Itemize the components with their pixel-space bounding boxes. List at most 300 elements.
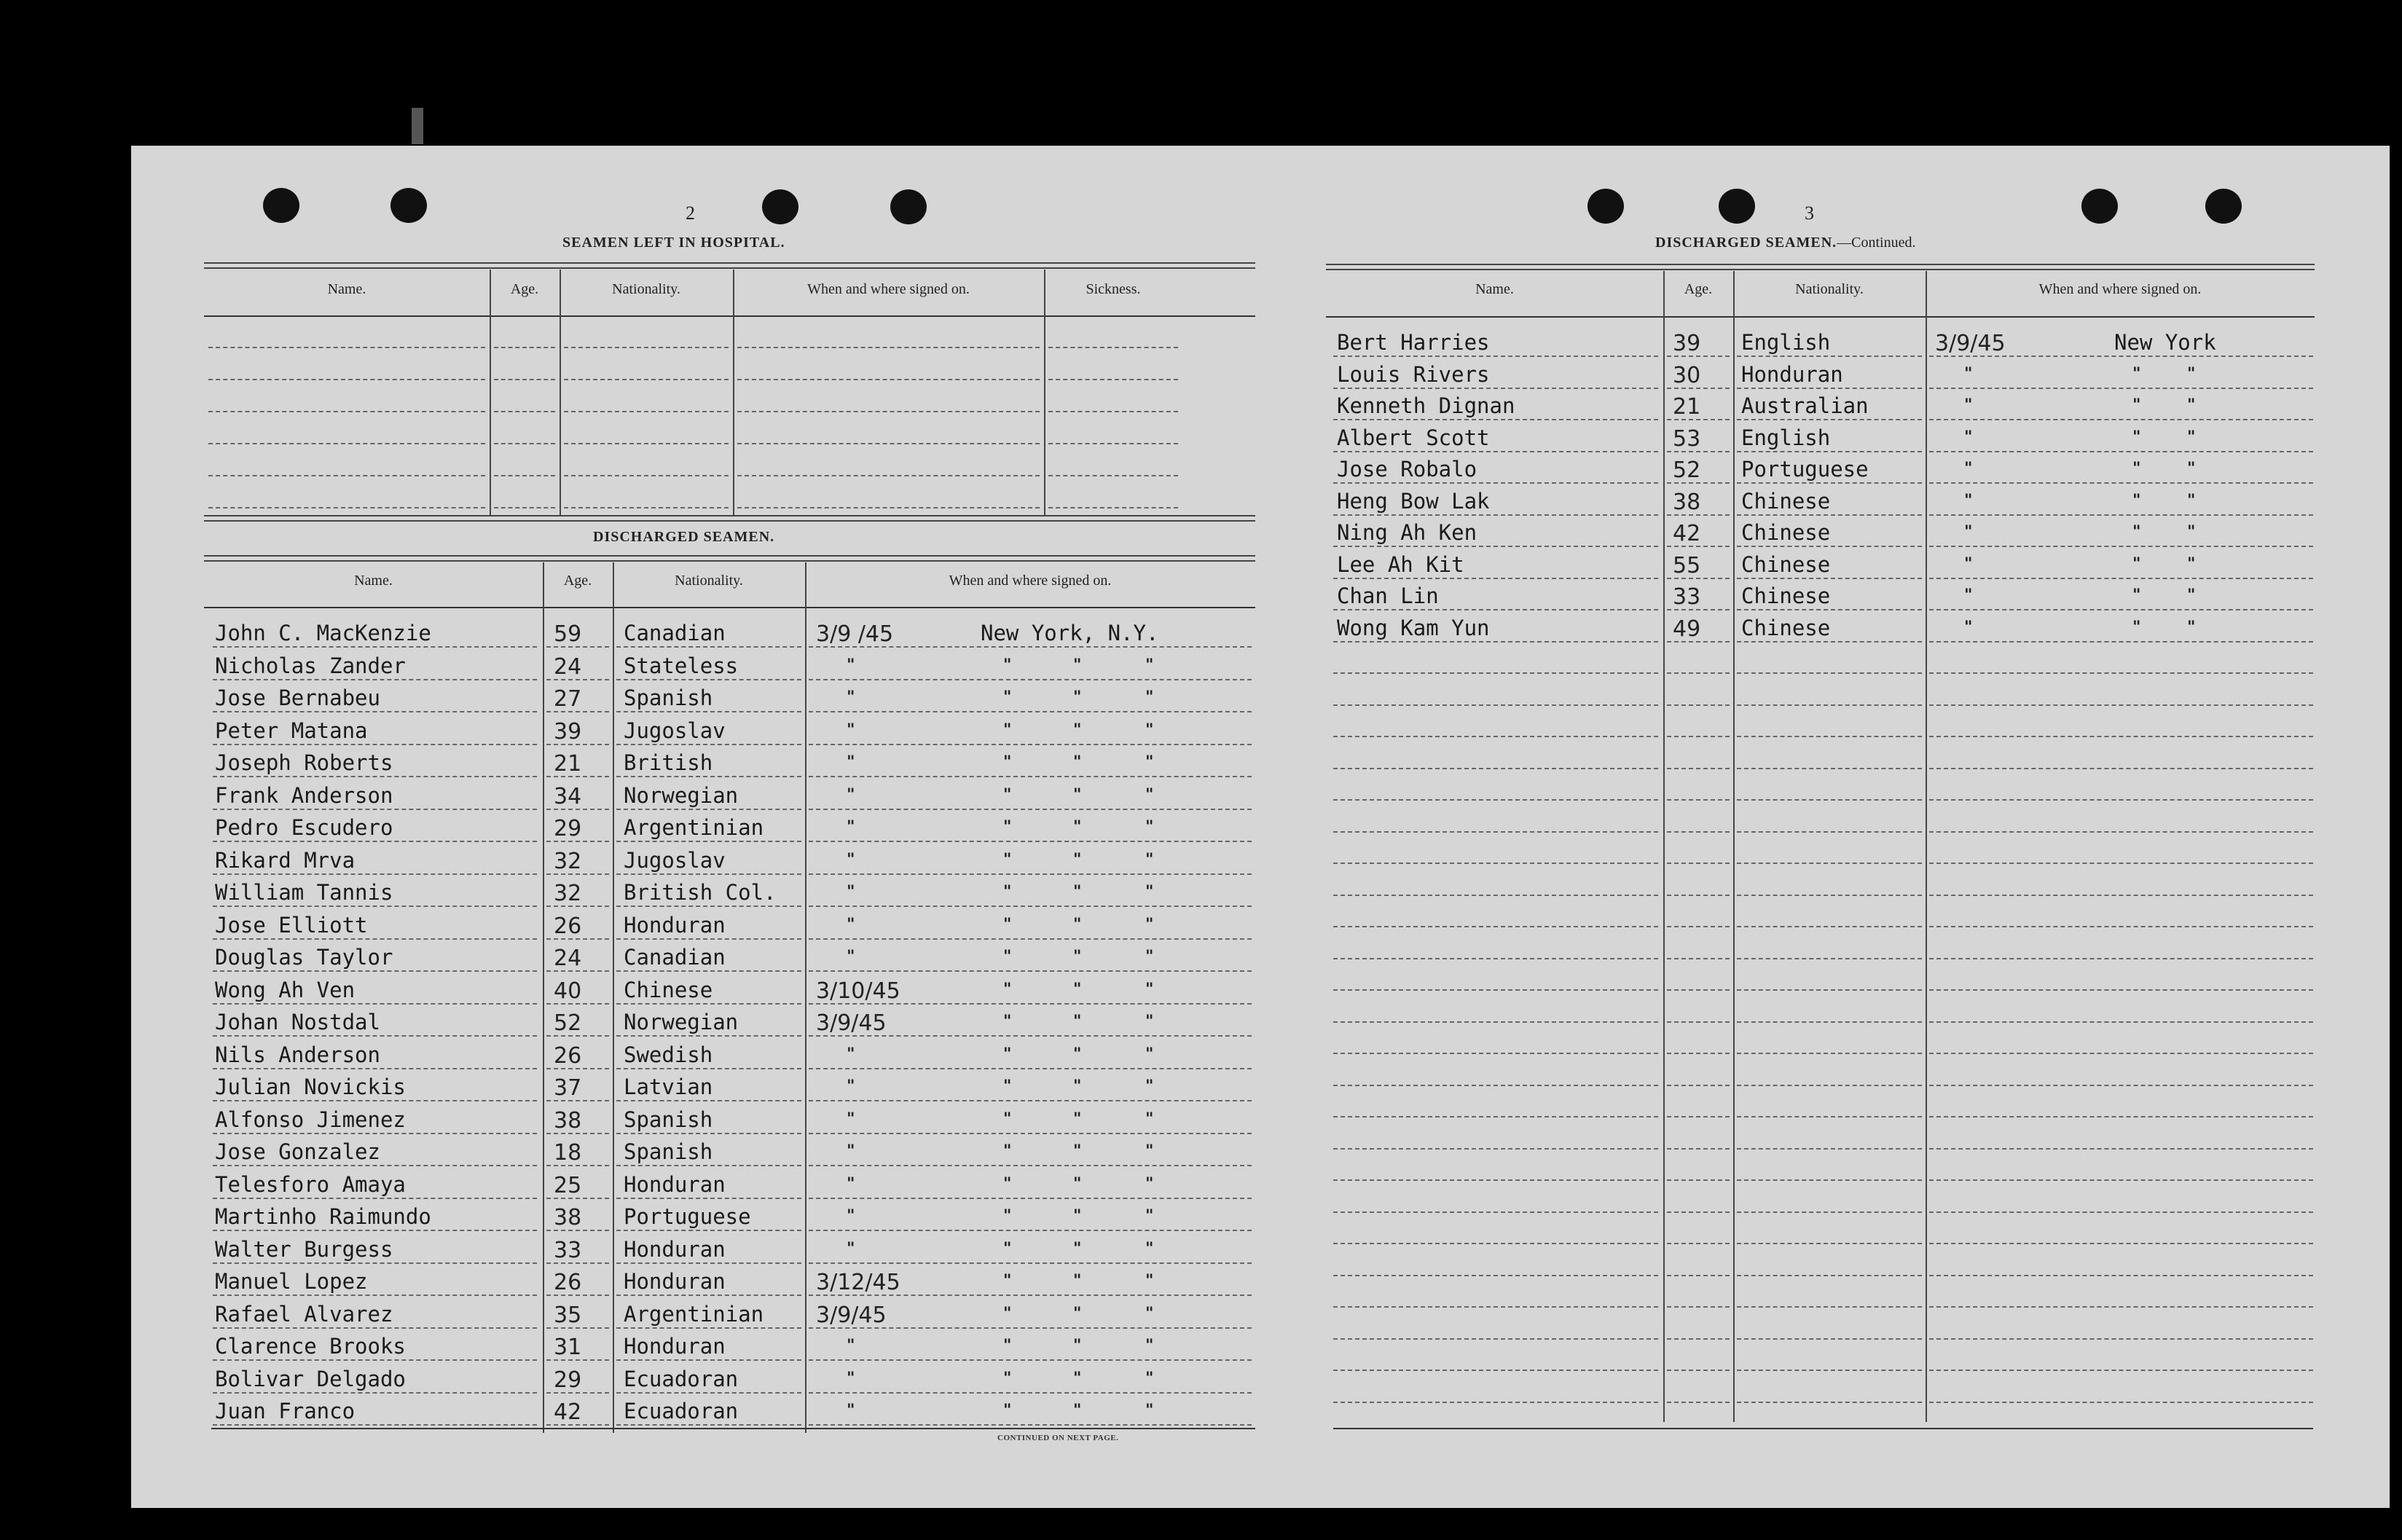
dotted-line bbox=[546, 1165, 609, 1166]
dotted-line bbox=[616, 970, 801, 972]
ditto-mark: " bbox=[847, 915, 855, 934]
ditto-mark: " bbox=[1073, 753, 1082, 771]
ditto-mark: " bbox=[1003, 1272, 1012, 1290]
dotted-line bbox=[494, 475, 555, 476]
punch-hole bbox=[2081, 189, 2118, 224]
seaman-nationality: Latvian bbox=[624, 1075, 713, 1099]
ditto-mark: " bbox=[847, 1369, 855, 1388]
dotted-line bbox=[809, 1392, 1252, 1394]
ditto-mark: " bbox=[2187, 618, 2196, 637]
ditto-mark: " bbox=[1073, 1013, 1082, 1031]
dotted-line bbox=[616, 1327, 801, 1329]
ditto-mark: " bbox=[1073, 1369, 1082, 1388]
seaman-age: 26 bbox=[554, 1270, 582, 1295]
dotted-line bbox=[546, 1003, 609, 1005]
seaman-age: 18 bbox=[554, 1140, 582, 1166]
dotted-line bbox=[616, 809, 801, 810]
dotted-line bbox=[1333, 672, 1658, 674]
seaman-age: 30 bbox=[1673, 362, 1701, 388]
dotted-line bbox=[1048, 443, 1178, 444]
seaman-name: Jose Gonzalez bbox=[215, 1139, 380, 1164]
dotted-line bbox=[564, 443, 729, 444]
seaman-nationality: Ecuadoran bbox=[624, 1399, 739, 1423]
dotted-line bbox=[1929, 958, 2313, 959]
discharged-continued-title bbox=[1655, 235, 1916, 251]
dotted-line bbox=[809, 646, 1252, 648]
ditto-mark: " bbox=[847, 1077, 855, 1096]
dotted-line bbox=[208, 411, 485, 412]
seaman-age: 25 bbox=[554, 1172, 582, 1198]
ditto-mark: " bbox=[2132, 460, 2141, 478]
seaman-nationality: Honduran bbox=[624, 1269, 726, 1294]
dotted-line bbox=[616, 1035, 801, 1037]
ditto-mark: " bbox=[847, 818, 855, 836]
ditto-mark: " bbox=[1145, 850, 1154, 869]
dotted-line bbox=[1737, 1370, 1922, 1371]
dotted-line bbox=[1667, 736, 1730, 737]
col-rule bbox=[1733, 271, 1735, 1422]
dotted-line bbox=[1737, 895, 1922, 896]
dotted-line bbox=[1737, 451, 1922, 452]
seaman-age: 26 bbox=[554, 1042, 582, 1069]
dotted-line bbox=[1929, 895, 2313, 896]
dotted-line bbox=[1333, 1148, 1658, 1150]
ditto-mark: " bbox=[1145, 1174, 1154, 1193]
ditto-mark: " bbox=[847, 785, 855, 804]
seaman-nationality: Jugoslav bbox=[624, 718, 726, 743]
dotted-line bbox=[1929, 451, 2313, 452]
dotted-line bbox=[1737, 482, 1922, 484]
rule bbox=[204, 607, 1255, 608]
dotted-line bbox=[1667, 768, 1730, 769]
dotted-line bbox=[1333, 1116, 1658, 1117]
dotted-line bbox=[1929, 355, 2313, 357]
ditto-mark: " bbox=[847, 1207, 855, 1225]
dotted-line bbox=[1929, 863, 2313, 864]
ditto-mark: " bbox=[1145, 720, 1154, 739]
seaman-name: Johan Nostdal bbox=[215, 1010, 380, 1034]
ditto-mark: " bbox=[1145, 1369, 1154, 1388]
dotted-line bbox=[809, 1262, 1252, 1264]
ditto-mark: " bbox=[1003, 1402, 1012, 1420]
ditto-mark: " bbox=[847, 1142, 855, 1160]
seaman-name: Frank Anderson bbox=[215, 782, 393, 808]
dotted-line bbox=[546, 711, 609, 712]
dotted-line bbox=[1048, 379, 1178, 380]
ditto-mark: " bbox=[1145, 1045, 1154, 1064]
dotted-line bbox=[1929, 1085, 2313, 1086]
dotted-line bbox=[616, 873, 801, 875]
ditto-mark: " bbox=[1073, 656, 1082, 675]
dotted-line bbox=[1333, 831, 1658, 833]
ditto-mark: " bbox=[1964, 396, 1973, 415]
hospital-section-title: SEAMEN LEFT IN HOSPITAL. bbox=[562, 235, 785, 251]
dotted-line bbox=[1737, 1053, 1922, 1054]
ditto-mark: " bbox=[1145, 785, 1154, 804]
dotted-line bbox=[616, 1198, 801, 1199]
seaman-name: Joseph Roberts bbox=[215, 750, 393, 775]
dotted-line bbox=[1048, 347, 1178, 348]
dotted-line bbox=[1737, 355, 1922, 357]
dotted-line bbox=[546, 744, 609, 745]
dotted-line bbox=[1737, 1021, 1922, 1023]
ditto-mark: " bbox=[1145, 1304, 1154, 1323]
signed-on-date: 3/12/45 bbox=[816, 1270, 900, 1295]
seaman-nationality: Argentinian bbox=[624, 815, 764, 840]
ditto-mark: " bbox=[1964, 618, 1973, 637]
dotted-line bbox=[616, 1133, 801, 1134]
ditto-mark: " bbox=[1073, 1077, 1082, 1096]
col-header-name: Name. bbox=[1475, 281, 1514, 297]
ditto-mark: " bbox=[847, 1045, 855, 1064]
col-rule bbox=[613, 562, 614, 1433]
dotted-line bbox=[213, 679, 537, 680]
ditto-mark: " bbox=[1073, 818, 1082, 836]
dotted-line bbox=[1667, 1370, 1730, 1371]
seaman-nationality: British Col. bbox=[624, 880, 777, 905]
ditto-mark: " bbox=[1003, 753, 1012, 771]
dotted-line bbox=[809, 1003, 1252, 1005]
punch-hole bbox=[1587, 189, 1624, 224]
dotted-line bbox=[213, 1068, 537, 1069]
ditto-mark: " bbox=[1145, 883, 1154, 901]
seaman-nationality: Chinese bbox=[1741, 520, 1831, 545]
dotted-line bbox=[1737, 578, 1922, 579]
ditto-mark: " bbox=[1073, 785, 1082, 804]
dotted-line bbox=[809, 938, 1252, 940]
col-header-age: Age. bbox=[510, 281, 539, 297]
dotted-line bbox=[616, 1424, 801, 1426]
seaman-nationality: British bbox=[624, 750, 713, 775]
seaman-name: Nils Anderson bbox=[215, 1042, 380, 1067]
ditto-mark: " bbox=[1145, 688, 1154, 707]
dotted-line bbox=[213, 1133, 537, 1134]
dotted-line bbox=[1929, 926, 2313, 927]
dotted-line bbox=[616, 1230, 801, 1231]
dotted-line bbox=[208, 347, 485, 348]
dotted-line bbox=[1667, 1211, 1730, 1213]
dotted-line bbox=[616, 646, 801, 648]
dotted-line bbox=[1737, 1338, 1922, 1340]
dotted-line bbox=[1667, 1402, 1730, 1403]
ditto-mark: " bbox=[847, 1109, 855, 1128]
rule bbox=[1333, 1428, 2313, 1429]
seaman-nationality: Swedish bbox=[624, 1042, 713, 1067]
dotted-line bbox=[564, 507, 729, 508]
seaman-nationality: Spanish bbox=[624, 685, 713, 710]
col-header-nationality: Nationality. bbox=[1795, 281, 1864, 297]
col-header-age: Age. bbox=[563, 573, 592, 589]
dotted-line bbox=[546, 1230, 609, 1231]
dotted-line bbox=[1667, 704, 1730, 706]
dotted-line bbox=[1333, 768, 1658, 769]
dotted-line bbox=[1929, 1053, 2313, 1054]
ditto-mark: " bbox=[1003, 1077, 1012, 1096]
ditto-mark: " bbox=[1003, 818, 1012, 836]
seaman-name: Bert Harries bbox=[1337, 330, 1490, 355]
punch-hole bbox=[762, 189, 798, 224]
seaman-age: 34 bbox=[554, 783, 582, 809]
punch-hole bbox=[890, 189, 927, 224]
ditto-mark: " bbox=[1964, 554, 1973, 573]
dotted-line bbox=[1737, 672, 1922, 674]
ditto-mark: " bbox=[2187, 364, 2196, 383]
dotted-line bbox=[213, 1295, 537, 1296]
dotted-line bbox=[546, 1359, 609, 1361]
dotted-line bbox=[1333, 419, 1658, 420]
ditto-mark: " bbox=[2187, 523, 2196, 541]
section-title-suffix: —Continued. bbox=[1837, 235, 1916, 251]
dotted-line bbox=[1737, 1085, 1922, 1086]
dotted-line bbox=[1929, 641, 2313, 643]
dotted-line bbox=[1667, 1179, 1730, 1181]
dotted-line bbox=[213, 1198, 537, 1199]
dotted-line bbox=[1929, 736, 2313, 737]
col-rule bbox=[1663, 271, 1665, 1422]
dotted-line bbox=[1333, 514, 1658, 516]
ditto-mark: " bbox=[1145, 915, 1154, 934]
dotted-line bbox=[737, 347, 1040, 348]
seaman-nationality: Stateless bbox=[624, 653, 739, 678]
col-rule bbox=[560, 270, 561, 515]
seaman-age: 53 bbox=[1673, 425, 1701, 452]
ditto-mark: " bbox=[2187, 460, 2196, 478]
seaman-nationality: Chinese bbox=[1741, 488, 1831, 514]
dotted-line bbox=[1737, 1211, 1922, 1213]
seaman-name: Wong Ah Ven bbox=[215, 977, 356, 1002]
ditto-mark: " bbox=[2132, 396, 2141, 415]
seaman-age: 42 bbox=[554, 1399, 582, 1425]
ditto-mark: " bbox=[847, 1337, 855, 1355]
dotted-line bbox=[1667, 419, 1730, 420]
dotted-line bbox=[1667, 799, 1730, 801]
ditto-mark: " bbox=[847, 948, 855, 966]
ditto-mark: " bbox=[1073, 1045, 1082, 1064]
dotted-line bbox=[1667, 388, 1730, 389]
dotted-line bbox=[809, 1198, 1252, 1199]
dotted-line bbox=[1333, 863, 1658, 864]
dotted-line bbox=[809, 1230, 1252, 1231]
page-number-right: 3 bbox=[1805, 203, 1814, 224]
dotted-line bbox=[1737, 768, 1922, 769]
punch-hole bbox=[1719, 189, 1755, 224]
ditto-mark: " bbox=[2132, 586, 2141, 605]
dotted-line bbox=[616, 1392, 801, 1394]
ditto-mark: " bbox=[1003, 1045, 1012, 1064]
ditto-mark: " bbox=[1073, 850, 1082, 869]
ditto-mark: " bbox=[847, 688, 855, 707]
dotted-line bbox=[213, 873, 537, 875]
dotted-line bbox=[1667, 609, 1730, 610]
dotted-line bbox=[616, 711, 801, 712]
dotted-line bbox=[546, 809, 609, 810]
ditto-mark: " bbox=[847, 720, 855, 739]
dotted-line bbox=[1333, 736, 1658, 737]
ditto-mark: " bbox=[2187, 428, 2196, 447]
dotted-line bbox=[213, 1165, 537, 1166]
ditto-mark: " bbox=[2132, 523, 2141, 541]
seaman-nationality: Honduran bbox=[624, 912, 726, 938]
dotted-line bbox=[546, 1198, 609, 1199]
seaman-nationality: Honduran bbox=[624, 1236, 726, 1262]
dotted-line bbox=[546, 1424, 609, 1426]
dotted-line bbox=[1333, 1402, 1658, 1403]
dotted-line bbox=[1737, 609, 1922, 610]
ditto-mark: " bbox=[2187, 586, 2196, 605]
dotted-line bbox=[213, 1359, 537, 1361]
dotted-line bbox=[1737, 1275, 1922, 1276]
dotted-line bbox=[616, 1068, 801, 1069]
dotted-line bbox=[1929, 989, 2313, 991]
seaman-age: 38 bbox=[554, 1107, 582, 1134]
dotted-line bbox=[1667, 1338, 1730, 1340]
dotted-line bbox=[737, 379, 1040, 380]
ditto-mark: " bbox=[1073, 1337, 1082, 1355]
dotted-line bbox=[1929, 482, 2313, 484]
dotted-line bbox=[809, 1359, 1252, 1361]
dotted-line bbox=[1333, 799, 1658, 801]
dotted-line bbox=[546, 938, 609, 940]
dotted-line bbox=[809, 1424, 1252, 1426]
dotted-line bbox=[1333, 1211, 1658, 1213]
seaman-age: 29 bbox=[554, 816, 582, 841]
ledger-spread bbox=[131, 146, 2390, 1508]
dotted-line bbox=[1333, 1338, 1658, 1340]
seaman-age: 32 bbox=[554, 881, 582, 906]
dotted-line bbox=[1929, 1306, 2313, 1308]
dotted-line bbox=[737, 443, 1040, 444]
dotted-line bbox=[809, 1327, 1252, 1329]
dotted-line bbox=[1929, 1148, 2313, 1150]
seaman-nationality: Spanish bbox=[624, 1107, 713, 1132]
seaman-age: 59 bbox=[554, 621, 582, 647]
rule bbox=[211, 1428, 1255, 1429]
dotted-line bbox=[564, 475, 729, 476]
seaman-name: Jose Elliott bbox=[215, 912, 368, 938]
ditto-mark: " bbox=[1145, 1077, 1154, 1096]
dotted-line bbox=[1333, 388, 1658, 389]
signed-on-date: 3/10/45 bbox=[816, 978, 900, 1004]
continued-note: CONTINUED ON NEXT PAGE. bbox=[997, 1434, 1119, 1442]
seaman-nationality: Chinese bbox=[1741, 551, 1831, 577]
dotted-line bbox=[1737, 1148, 1922, 1150]
dotted-line bbox=[1737, 989, 1922, 991]
dotted-line bbox=[1929, 1211, 2313, 1213]
col-rule bbox=[543, 562, 544, 1433]
section-title-text: DISCHARGED SEAMEN. bbox=[1655, 235, 1837, 251]
dotted-line bbox=[737, 475, 1040, 476]
dotted-line bbox=[546, 1392, 609, 1394]
dotted-line bbox=[1667, 355, 1730, 357]
seaman-age: 55 bbox=[1673, 552, 1701, 578]
dotted-line bbox=[208, 379, 485, 380]
ditto-mark: " bbox=[1073, 688, 1082, 707]
dotted-line bbox=[1333, 1053, 1658, 1054]
seaman-age: 24 bbox=[554, 653, 582, 680]
dotted-line bbox=[546, 1068, 609, 1069]
seaman-nationality: Chinese bbox=[1741, 584, 1831, 608]
rule bbox=[204, 555, 1255, 562]
ditto-mark: " bbox=[1003, 688, 1012, 707]
punch-hole bbox=[390, 188, 427, 223]
dotted-line bbox=[616, 905, 801, 907]
seaman-age: 32 bbox=[554, 848, 582, 874]
dotted-line bbox=[1929, 1402, 2313, 1403]
dotted-line bbox=[1667, 482, 1730, 484]
dotted-line bbox=[809, 744, 1252, 745]
ditto-mark: " bbox=[1964, 364, 1973, 383]
dotted-line bbox=[494, 411, 555, 412]
dotted-line bbox=[1333, 451, 1658, 452]
seaman-name: Ning Ah Ken bbox=[1337, 520, 1477, 545]
dotted-line bbox=[1929, 1275, 2313, 1276]
seaman-name: Nicholas Zander bbox=[215, 653, 406, 678]
seaman-nationality: English bbox=[1741, 330, 1831, 355]
ditto-mark: " bbox=[847, 1239, 855, 1258]
dotted-line bbox=[616, 776, 801, 777]
ditto-mark: " bbox=[1145, 1272, 1154, 1290]
signed-on-date: 3/9/45 bbox=[1935, 331, 2006, 356]
rule bbox=[204, 315, 1255, 317]
seaman-age: 52 bbox=[554, 1010, 582, 1036]
seaman-age: 33 bbox=[554, 1237, 582, 1263]
dotted-line bbox=[737, 507, 1040, 508]
dotted-line bbox=[546, 841, 609, 842]
ditto-mark: " bbox=[1145, 1207, 1154, 1225]
dotted-line bbox=[564, 411, 729, 412]
dotted-line bbox=[213, 1230, 537, 1231]
dotted-line bbox=[1048, 411, 1178, 412]
dotted-line bbox=[213, 1262, 537, 1264]
ditto-mark: " bbox=[1003, 656, 1012, 675]
seaman-age: 29 bbox=[554, 1367, 582, 1393]
signed-on-place: New York bbox=[2114, 330, 2216, 355]
dotted-line bbox=[1737, 1116, 1922, 1117]
ditto-mark: " bbox=[2132, 554, 2141, 573]
ditto-mark: " bbox=[1073, 980, 1082, 999]
dotted-line bbox=[1667, 989, 1730, 991]
dotted-line bbox=[1929, 388, 2313, 389]
dotted-line bbox=[1667, 546, 1730, 547]
seaman-name: Kenneth Dignan bbox=[1337, 393, 1515, 418]
dotted-line bbox=[1333, 895, 1658, 896]
dotted-line bbox=[1333, 1021, 1658, 1023]
seaman-name: Martinho Raimundo bbox=[215, 1204, 431, 1229]
dotted-line bbox=[616, 1165, 801, 1166]
seaman-age: 38 bbox=[1673, 489, 1701, 515]
dotted-line bbox=[809, 1133, 1252, 1134]
dotted-line bbox=[1333, 704, 1658, 706]
seaman-name: Telesforo Amaya bbox=[215, 1171, 406, 1197]
dotted-line bbox=[494, 443, 555, 444]
dotted-line bbox=[213, 1392, 537, 1394]
dotted-line bbox=[213, 776, 537, 777]
dotted-line bbox=[1667, 1275, 1730, 1276]
ditto-mark: " bbox=[1964, 428, 1973, 447]
ditto-mark: " bbox=[1964, 586, 1973, 605]
seaman-age: 26 bbox=[554, 913, 582, 939]
ditto-mark: " bbox=[1145, 948, 1154, 966]
seaman-name: Albert Scott bbox=[1337, 425, 1490, 450]
dotted-line bbox=[1737, 831, 1922, 833]
dotted-line bbox=[1929, 1338, 2313, 1340]
ditto-mark: " bbox=[1145, 1239, 1154, 1258]
ditto-mark: " bbox=[1145, 1013, 1154, 1031]
dotted-line bbox=[213, 744, 537, 745]
dotted-line bbox=[1333, 1275, 1658, 1276]
dotted-line bbox=[213, 1100, 537, 1101]
ditto-mark: " bbox=[847, 753, 855, 771]
